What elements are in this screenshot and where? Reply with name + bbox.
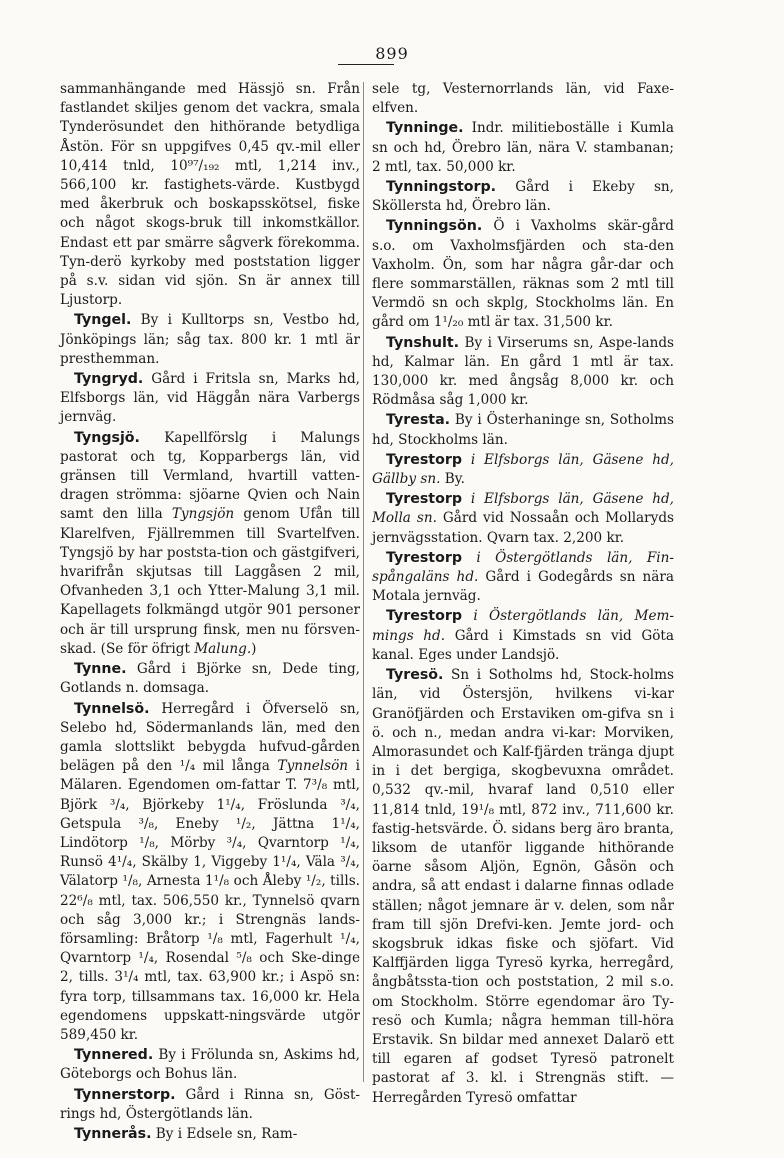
dictionary-entry xyxy=(372,666,674,1108)
entry-text: Indr. militieboställe i Kumla sn och hd, Örebro län, nära V. stambanan; 2 mtl, tax. 50,000 kr. xyxy=(372,120,675,175)
dictionary-entry xyxy=(60,370,360,428)
dictionary-entry xyxy=(60,311,360,369)
entry-headword: Tyrestorp xyxy=(386,451,462,468)
continued-entry xyxy=(60,80,360,310)
entry-text: Herregård i Öfverselö sn, Selebo hd, Södermanlands län, med den gamla slottslikt bebygda hufvud-gården belägen på den ¹/₄ mil långa xyxy=(60,700,360,775)
dictionary-entry xyxy=(60,1086,360,1124)
page-number-rule xyxy=(338,64,394,65)
dictionary-entry xyxy=(372,451,674,489)
dictionary-entry xyxy=(372,490,674,548)
entry-text: Gård i Ekeby sn, Sköllersta hd, Örebro län. xyxy=(372,179,674,215)
dictionary-entry xyxy=(372,607,674,665)
entry-italic: Malung. xyxy=(194,640,252,657)
entry-italic: i Elfsborgs län, Gäsene hd, Gällby sn. xyxy=(372,451,674,488)
entry-text: Gård vid Nossaån och Mollaryds jernvägsstation. Qvarn tax. 2,200 kr. xyxy=(372,510,675,546)
entry-text: Sn i Sotholms hd, Stock-holms län, vid Östersjön, hvilkens vi-kar Granöfjärden och Erstaviken om-gifva sn i ö. och n., medan andra vi-kar: Morviken, Almorasundet och Kalf-fjärden tränga djupt in i det bergiga, skogbevuxna området. 0,532 qv.-mil, hvaraf land 0,510 eller 11,814 tnld, 19¹/₈ mtl, 872 inv., 711,600 kr. fastig-hetsvärde. Ö. sidans berg äro branta, liksom de utanför liggande hithörande öarne såsom Aljön, Egnön, Gåsön och andra, så att endast i dalarne finnas odlade ställen; något jemnare är v. delen, som når fram till sjön Drefvi-ken. Jemte jord- och skogsbruk idkas fiske och sjöfart. Vid Kalffjärden ligga Tyresö kyrka, herregård, ångbåtssta-tion och poststation, 2 mil s.o. om Stockholm. Större egendomar äro Ty-resö och Kumla; några hemman till-höra Erstavik. Sn bildar med annexet Dalarö ett till egaren af godset Tyresö patronelt pastorat af 3. kl. i Strengnäs stift. — Herregården Tyresö omfattar xyxy=(372,667,674,1106)
dictionary-entry xyxy=(372,217,674,332)
entry-headword: Tyrestorp xyxy=(386,608,462,625)
entry-headword: Tynnerstorp. xyxy=(74,1086,176,1103)
entry-headword: Tynne. xyxy=(74,661,127,678)
entry-headword: Tyngsjö. xyxy=(74,429,140,446)
entry-italic: i Östergötlands län, Mem-mings hd. xyxy=(372,608,674,644)
entry-headword: Tyrestorp xyxy=(386,491,462,508)
entry-text: Gård i Fritsla sn, Marks hd, Elfsborgs län, vid Häggån nära Varbergs jernväg. xyxy=(60,371,360,426)
entry-text: Gård i Björke sn, Dede ting, Gotlands n. domsaga. xyxy=(60,661,360,697)
dictionary-entry xyxy=(60,700,360,1046)
entry-text: i Mälaren. Egendomen om-fattar T. 7³/₈ mtl, Björk ³/₄, Björkeby 1¹/₄, Fröslunda ³/₄, Getspula ³/₈, Eneby ¹/₂, Jättna 1¹/₄, Lindötorp ¹/₈, Mörby ³/₄, Qvarntorp ¹/₄, Runsö 4¹/₄, Skälby 1, Viggeby 1¹/₄, Väla ³/₄, Välatorp ¹/₈, Arnesta 1¹/₈ och Åleby ¹/₂, tills. 22⁶/₈ mtl, tax. 506,550 kr., Tynnelsö qvarn och såg 3,000 kr.; i Strengnäs lands-församling: Bråtorp ¹/₈ mtl, Fagerhult ¹/₄, Qvarntorp ¹/₄, Rosendal ⁵/₈ och Ske-dinge 2, tills. 3¹/₄ mtl, tax. 63,900 kr.; i Aspö sn: fyra torp, tillsammans tax. 16,000 kr. Hela egendomens uppskatt-ningsvärde utgör 589,450 kr. xyxy=(60,758,361,1043)
entry-headword: Tynnered. xyxy=(74,1047,154,1064)
entry-text: By i Frölunda sn, Askims hd, Göteborgs och Bohus län. xyxy=(60,1047,360,1083)
dictionary-entry xyxy=(372,411,674,449)
entry-text: By i Österhaninge sn, Sotholms hd, Stockholms län. xyxy=(372,412,674,448)
dictionary-entry xyxy=(60,429,360,659)
entry-text: sammanhängande med Hässjö sn. Från fastlandet skiljes genom det vackra, smala Tynderösundet den hithörande betydliga Åstön. För sn uppgifves 0,45 qv.-mil eller 10,414 tnld, 10⁹⁷/₁₉₂ mtl, 1,214 inv., 566,100 kr. fastighets-värde. Kustbygd med åkerbruk och boskapsskötsel, fiske och något skogs-bruk till inkomstkällor. Endast ett par smärre sågverk förekomma. Tyn-derö kyrkoby med poststation ligger på s.v. sidan vid sjön. Sn är annex till Ljustorp. xyxy=(60,81,360,309)
entry-text: ) xyxy=(251,640,257,657)
left-column xyxy=(60,80,360,1145)
dictionary-entry xyxy=(372,334,674,411)
entry-text: Gård i Rinna sn, Göst-rings hd, Östergötlands län. xyxy=(60,1086,360,1122)
dictionary-entry xyxy=(372,549,674,607)
page-number: 899 xyxy=(375,44,409,63)
entry-text: By i Kulltorps sn, Vestbo hd, Jönköpings län; såg tax. 800 kr. 1 mtl är presthemman. xyxy=(60,312,360,367)
entry-headword: Tynshult. xyxy=(386,334,460,351)
entry-italic: Tynnelsön xyxy=(277,758,349,775)
entry-text: By i Edsele sn, Ram- xyxy=(155,1125,298,1142)
entry-text: By. xyxy=(444,471,465,488)
entry-italic: i Elfsborgs län, Gäsene hd, Molla sn. xyxy=(372,491,674,527)
entry-text: Gård i Godegårds sn nära Motala jernväg. xyxy=(372,569,674,605)
entry-italic: i Östergötlands län, Fin-spångaläns hd. xyxy=(372,549,675,586)
entry-text: sele tg, Vesternorrlands län, vid Faxe-elfven. xyxy=(372,81,674,117)
entry-headword: Tyrestorp xyxy=(386,549,462,566)
entry-headword: Tynnelsö. xyxy=(74,700,150,717)
column-divider xyxy=(363,82,364,1082)
entry-headword: Tyngel. xyxy=(74,312,132,329)
entry-headword: Tyresta. xyxy=(386,412,451,429)
entry-headword: Tynninge. xyxy=(386,120,464,137)
continued-entry xyxy=(372,80,674,118)
entry-headword: Tyresö. xyxy=(386,667,444,684)
entry-text: By i Virserums sn, Aspe-lands hd, Kalmar län. En gård 1 mtl är tax. 130,000 kr. med ångsåg 8,000 kr. och Rödmåsa såg 1,000 kr. xyxy=(372,334,674,409)
entry-headword: Tynnerås. xyxy=(74,1125,152,1142)
entry-text: Ö i Vaxholms skär-gård s.o. om Vaxholmsfjärden och sta-den Vaxholm. Ön, som har några går-dar och flere sommarställen, räknas som 2 mtl till Vermdö sn och skplg, Stockholms län. En gård om 1¹/₂₀ mtl är tax. 31,500 kr. xyxy=(372,218,674,331)
entry-italic: Tyngsjön xyxy=(171,506,235,523)
entry-headword: Tynningstorp. xyxy=(386,179,497,196)
dictionary-entry xyxy=(60,660,360,698)
dictionary-entry xyxy=(372,178,674,216)
dictionary-entry xyxy=(60,1125,360,1144)
dictionary-entry xyxy=(372,119,674,177)
entry-headword: Tyngryd. xyxy=(74,371,144,388)
entry-text: Gård i Kimstads sn vid Göta kanal. Eges under Landsjö. xyxy=(372,627,674,663)
entry-text: genom Ufån till Klarelfven, Fjällremmen till Svartelfven. Tyngsjö by har poststa-tion och gästgifveri, hvarifrån skjutsas till Laggåsen 2 mil, Ofvanheden 3,1 och Ytter-Malung 3,1 mil. Kapellagets folkmängd utgör 901 personer och är till ursprung finsk, men nu försven-skad. (Se för öfrigt xyxy=(60,506,360,657)
entry-text: Kapellförslg i Malungs pastorat och tg, Kopparbergs län, vid gränsen till Vermland, hvartill vatten-dragen strömma: sjöarne Qvien och Nain samt den lilla xyxy=(60,429,360,523)
entry-headword: Tynningsön. xyxy=(386,218,483,235)
dictionary-entry xyxy=(60,1046,360,1084)
right-column xyxy=(372,80,674,1109)
